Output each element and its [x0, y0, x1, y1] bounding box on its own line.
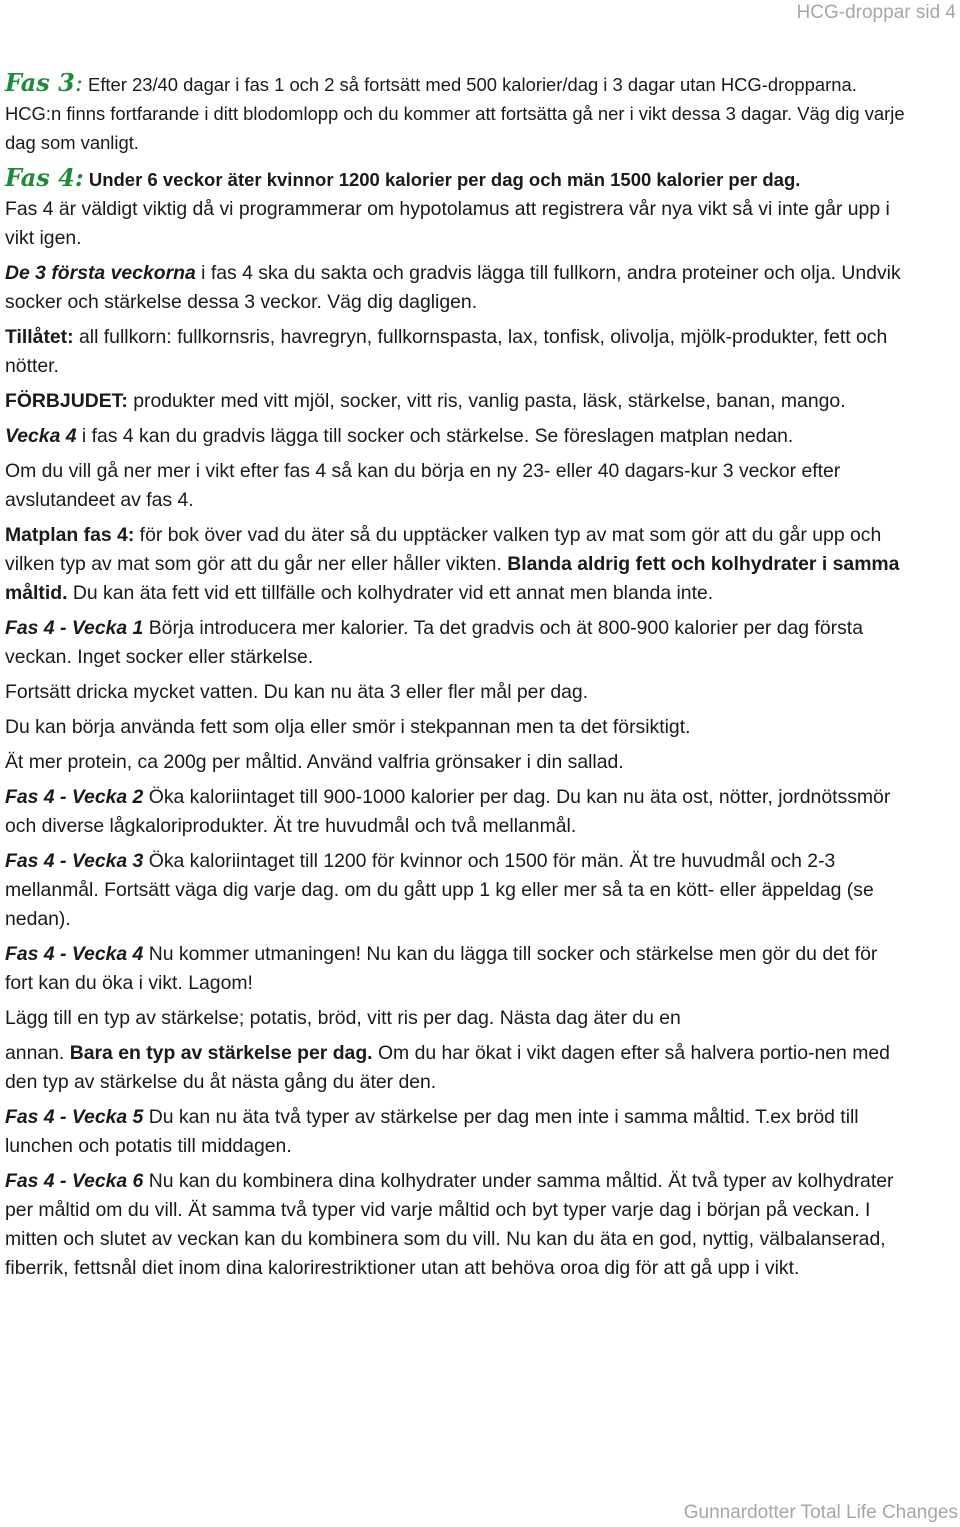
vecka6-paragraph	[5, 1167, 910, 1283]
week4-intro-paragraph	[5, 422, 910, 451]
forbidden-text: produkter med vitt mjöl, socker, vitt ris, vanlig pasta, läsk, stärkelse, banan, mango.	[127, 390, 846, 412]
matplan-text1: för bok över vad du äter så du upptäcker valken typ av mat som gör att du går upp och vilken typ av mat som gör att du går ner eller håller vikten.	[5, 524, 882, 575]
page-header: HCG-droppar sid 4	[796, 2, 956, 23]
vecka4-p3	[5, 1039, 910, 1097]
first-weeks-paragraph	[5, 259, 910, 317]
vecka1-p3: Du kan börja använda fett som olja eller smör i stekpannan men ta det försiktigt.	[5, 716, 691, 738]
fas3-label: Fas 3:	[5, 68, 83, 97]
first-weeks-label: De 3 första veckorna	[5, 262, 196, 284]
fas4-text: Fas 4 är väldigt viktig då vi programmerar om hypotolamus att registrera vår nya vikt så vi inte går upp i vikt igen.	[5, 198, 890, 249]
page-footer: Gunnardotter Total Life Changes	[683, 1502, 958, 1523]
fas4-bold-text: Under 6 veckor äter kvinnor 1200 kalorier per dag och män 1500 kalorier per dag.	[83, 169, 801, 190]
vecka6-text: Nu kan du kombinera dina kolhydrater under samma måltid. Ät två typer av kolhydrater per måltid om du vill. Ät samma två typer vid varje måltid och byt typer varje dag i början på veckan. I mitten och slutet av veckan kan du kombinera som du vill. Nu kan du äta en god, nyttig, välbalanserad, fiberrik, fettsnål diet inom dina kalorirestriktioner utan att behöva oroa dig för att gå upp i vikt.	[5, 1170, 894, 1279]
fas3-paragraph	[5, 68, 910, 157]
matplan-bold: Blanda aldrig fett och kolhydrater i samma måltid.	[5, 553, 900, 604]
forbidden-label: FÖRBJUDET:	[5, 390, 128, 412]
vecka1-p4: Ät mer protein, ca 200g per måltid. Använd valfria grönsaker i din sallad.	[5, 751, 624, 773]
vecka4-p3-b: Om du har ökat i vikt dagen efter så halvera portio-nen med den typ av stärkelse du åt nästa gång du äter den.	[5, 1042, 890, 1093]
vecka1-label: Fas 4 - Vecka 1	[5, 617, 144, 639]
vecka2-paragraph	[5, 783, 910, 841]
week4-intro-label: Vecka 4	[5, 425, 77, 447]
vecka6-label: Fas 4 - Vecka 6	[5, 1170, 144, 1192]
matplan-text2: Du kan äta fett vid ett tillfälle och kolhydrater vid ett annat men blanda inte.	[67, 582, 714, 604]
vecka4-p3-a: annan.	[5, 1042, 70, 1064]
week4-intro-text: i fas 4 kan du gradvis lägga till socker och stärkelse. Se föreslagen matplan nedan.	[76, 425, 794, 447]
allowed-label: Tillåtet:	[5, 326, 74, 348]
vecka3-label: Fas 4 - Vecka 3	[5, 850, 144, 872]
vecka4-p2: Lägg till en typ av stärkelse; potatis, bröd, vitt ris per dag. Nästa dag äter du en	[5, 1007, 681, 1029]
vecka2-label: Fas 4 - Vecka 2	[5, 786, 144, 808]
allowed-paragraph	[5, 323, 910, 381]
forbidden-paragraph	[5, 387, 910, 416]
vecka5-text: Du kan nu äta två typer av stärkelse per dag men inte i samma måltid. T.ex bröd till lunchen och potatis till middagen.	[5, 1106, 859, 1157]
vecka1-text: Börja introducera mer kalorier. Ta det gradvis och ät 800-900 kalorier per dag första veckan. Inget socker eller stärkelse.	[5, 617, 863, 668]
matplan-label: Matplan fas 4:	[5, 524, 135, 546]
document-body	[5, 68, 910, 1289]
first-weeks-text: i fas 4 ska du sakta och gradvis lägga till fullkorn, andra proteiner och olja. Undvik socker och stärkelse dessa 3 veckor. Väg dig dagligen.	[5, 262, 901, 313]
vecka4-paragraph	[5, 940, 910, 998]
vecka3-paragraph	[5, 847, 910, 934]
vecka3-text: Öka kaloriintaget till 1200 för kvinnor och 1500 för män. Ät tre huvudmål och 2-3 mellanmål. Fortsätt väga dig varje dag. om du gått upp 1 kg eller mer så ta en kött- eller äppeldag (se nedan).	[5, 850, 874, 930]
vecka2-text: Öka kaloriintaget till 900-1000 kalorier per dag. Du kan nu äta ost, nötter, jordnötssmör och diverse lågkaloriprodukter. Ät tre huvudmål och två mellanmål.	[5, 786, 891, 837]
vecka4-text: Nu kommer utmaningen! Nu kan du lägga till socker och stärkelse men gör du det för fort kan du öka i vikt. Lagom!	[5, 943, 878, 994]
matplan-paragraph	[5, 521, 910, 608]
fas3-text: Efter 23/40 dagar i fas 1 och 2 så fortsätt med 500 kalorier/dag i 3 dagar utan HCG-dropparna. HCG:n finns fortfarande i ditt blodomlopp och du kommer att fortsätta gå ner i vikt dessa 3 dagar. Väg dig varje dag som vanligt.	[5, 74, 905, 153]
vecka5-paragraph	[5, 1103, 910, 1161]
vecka1-p2: Fortsätt dricka mycket vatten. Du kan nu äta 3 eller fler mål per dag.	[5, 681, 589, 703]
vecka5-label: Fas 4 - Vecka 5	[5, 1106, 144, 1128]
fas4-label: Fas 4:	[5, 163, 84, 192]
new-cure-paragraph: Om du vill gå ner mer i vikt efter fas 4 så kan du börja en ny 23- eller 40 dagars-kur 3 veckor efter avslutandeet av fas 4.	[5, 460, 841, 511]
allowed-text: all fullkorn: fullkornsris, havregryn, fullkornspasta, lax, tonfisk, olivolja, mjölk-produkter, fett och nötter.	[5, 326, 888, 377]
vecka4-label: Fas 4 - Vecka 4	[5, 943, 144, 965]
vecka1-paragraph	[5, 614, 910, 672]
fas4-heading	[5, 163, 910, 195]
vecka4-p3-bold: Bara en typ av stärkelse per dag.	[69, 1042, 373, 1064]
